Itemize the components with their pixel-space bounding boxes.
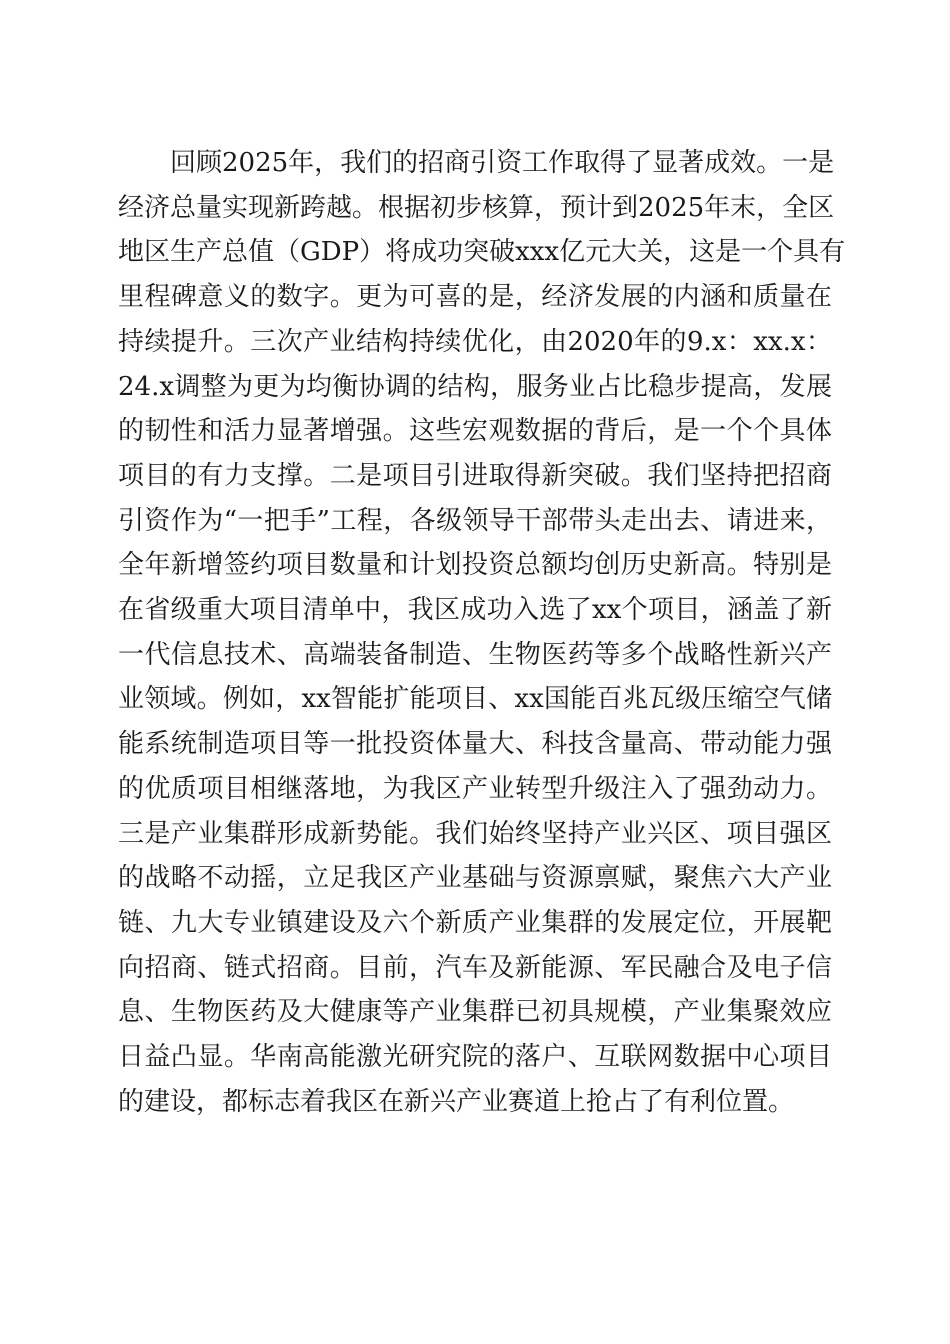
- paragraph-line: 项目的有力支撑。二是项目引进取得新突破。我们坚持把招商: [118, 460, 832, 491]
- paragraph-line: 一代信息技术、高端装备制造、生物医药等多个战略性新兴产: [118, 639, 832, 670]
- paragraph-line: 向招商、链式招商。目前，汽车及新能源、军民融合及电子信: [118, 952, 832, 983]
- body-paragraph: [118, 141, 846, 1124]
- paragraph-line: 息、生物医药及大健康等产业集群已初具规模，产业集聚效应: [118, 997, 832, 1028]
- paragraph-line: 全年新增签约项目数量和计划投资总额均创历史新高。特别是: [118, 550, 832, 581]
- paragraph-line: 经济总量实现新跨越。根据初步核算，预计到2025年末，全区: [118, 192, 835, 223]
- paragraph-line: 能系统制造项目等一批投资体量大、科技含量高、带动能力强: [118, 729, 832, 760]
- paragraph-line: 地区生产总值（GDP）将成功突破xxx亿元大关，这是一个具有: [118, 237, 846, 268]
- paragraph-line: 的优质项目相继落地，为我区产业转型升级注入了强劲动力。: [118, 773, 832, 804]
- paragraph-line: 的战略不动摇，立足我区产业基础与资源禀赋，聚焦六大产业: [118, 863, 832, 894]
- paragraph-line: 链、九大专业镇建设及六个新质产业集群的发展定位，开展靶: [118, 907, 832, 938]
- paragraph-line: 日益凸显。华南高能激光研究院的落户、互联网数据中心项目: [118, 1042, 832, 1073]
- paragraph-line: 在省级重大项目清单中，我区成功入选了xx个项目，涵盖了新: [118, 595, 832, 626]
- paragraph-line: 里程碑意义的数字。更为可喜的是，经济发展的内涵和质量在: [118, 282, 832, 313]
- paragraph-line: 回顾2025年，我们的招商引资工作取得了显著成效。一是: [118, 148, 835, 178]
- paragraph-line: 业领域。例如，xx智能扩能项目、xx国能百兆瓦级压缩空气储: [118, 684, 832, 715]
- paragraph-line: 引资作为“一把手”工程，各级领导干部带头走出去、请进来，: [118, 505, 832, 536]
- paragraph-line: 三是产业集群形成新势能。我们始终坚持产业兴区、项目强区: [118, 818, 832, 849]
- paragraph-line: 的韧性和活力显著增强。这些宏观数据的背后，是一个个具体: [118, 416, 832, 447]
- paragraph-line: 持续提升。三次产业结构持续优化，由2020年的9.x：xx.x：: [118, 326, 832, 357]
- paragraph-line-last: 的建设，都标志着我区在新兴产业赛道上抢占了有利位置。: [118, 1086, 795, 1117]
- paragraph-line: 24.x调整为更为均衡协调的结构，服务业占比稳步提高，发展: [118, 371, 832, 402]
